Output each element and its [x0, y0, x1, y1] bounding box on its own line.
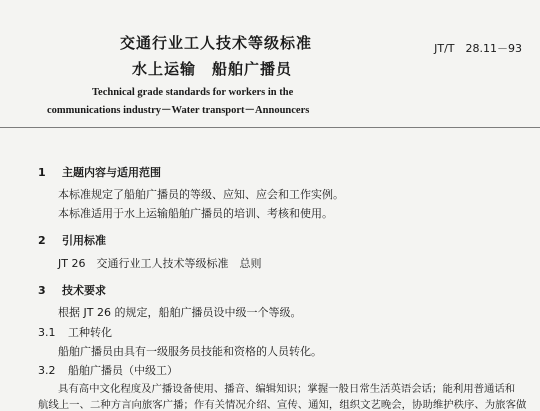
section-1-paragraph-1: 本标准规定了船舶广播员的等级、应知、应会和工作实例。 [58, 188, 344, 201]
subsection-3-2-number: 3.2 [38, 364, 56, 377]
subsection-3-1-paragraph: 船舶广播员由具有一级服务员技能和资格的人员转化。 [58, 345, 322, 358]
section-2-number: 2 [38, 234, 46, 247]
subsection-3-1-heading [38, 324, 112, 340]
section-3-paragraph-1: 根据 JT 26 的规定，船舶广播员设中级一个等级。 [58, 306, 302, 319]
section-3-heading [38, 282, 106, 298]
title-line-1: 交通行业工人技术等级标准 [120, 34, 313, 52]
subsection-3-1-title: 工种转化 [68, 326, 112, 339]
subsection-3-2-paragraph-line-2: 航线上一、二种方言向旅客广播；作有关情况介绍、宣传、通知，组织文艺晚会，协助维护秩序、为旅客做 [38, 399, 527, 411]
subsection-3-2-paragraph-line-1: 具有高中文化程度及广播设备使用、播音、编辑知识；掌握一般日常生活英语会话；能利用普通话和 [58, 383, 516, 395]
section-1-title: 主题内容与适用范围 [62, 166, 161, 179]
english-title-line-2: communications industry－Water transport－Announcers [47, 105, 310, 116]
section-3-number: 3 [38, 284, 46, 297]
standard-code: JT/T 28.11－93 [434, 42, 522, 55]
section-1-number: 1 [38, 166, 46, 179]
english-title-line-1: Technical grade standards for workers in the [92, 87, 294, 98]
section-1-heading [38, 164, 161, 180]
section-3-title: 技术要求 [62, 284, 106, 297]
subsection-3-2-title: 船舶广播员（中级工） [68, 364, 178, 377]
section-1-paragraph-2: 本标准适用于水上运输船舶广播员的培训、考核和使用。 [58, 207, 333, 220]
section-2-title: 引用标准 [62, 234, 106, 247]
subsection-3-2-heading [38, 362, 178, 378]
subsection-3-1-number: 3.1 [38, 326, 56, 339]
header-divider [0, 127, 540, 128]
reference-standard: JT 26 交通行业工人技术等级标准 总则 [58, 257, 262, 270]
section-2-heading [38, 232, 106, 248]
title-line-2: 水上运输 船舶广播员 [132, 60, 293, 78]
